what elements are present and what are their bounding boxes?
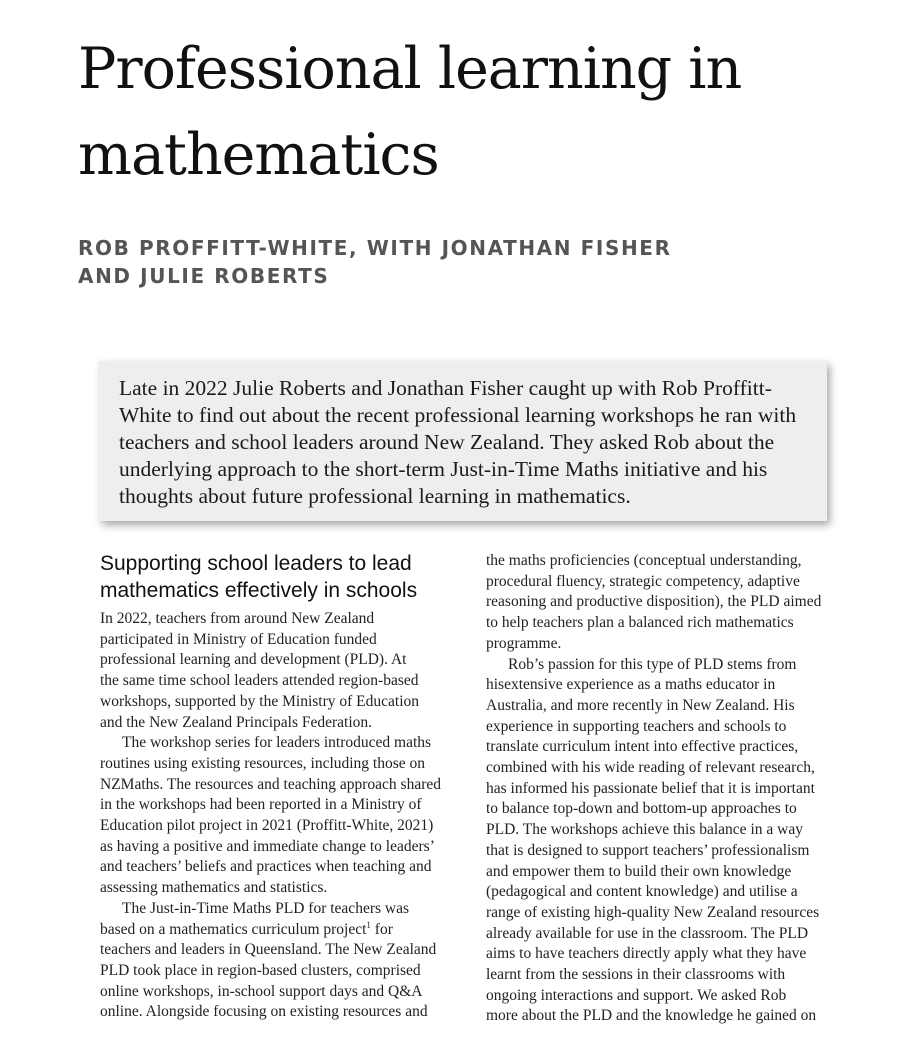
paragraph bbox=[100, 609, 460, 733]
text-line: the same time school leaders attended region-based bbox=[100, 672, 419, 690]
text-line: aims to have teachers directly apply what they have bbox=[486, 945, 807, 963]
text-line: online workshops, in-school support days and Q&A bbox=[100, 982, 423, 1000]
text-line: to help teachers plan a balanced rich mathematics bbox=[486, 614, 794, 632]
text-line: Rob’s passion for this type of PLD stems from bbox=[508, 655, 797, 673]
article-title bbox=[78, 26, 878, 198]
text-line: workshops, supported by the Ministry of Education bbox=[100, 692, 420, 710]
text-line bbox=[100, 920, 460, 941]
paragraph bbox=[100, 899, 460, 1023]
abstract-box bbox=[99, 361, 827, 521]
text-line: teachers and leaders in Queensland. The New Zealand bbox=[100, 941, 437, 959]
text-line: the maths proficiencies (conceptual understanding, bbox=[486, 552, 802, 569]
text-line: programme. bbox=[486, 634, 562, 652]
text-line: translate curriculum intent into effective practices, bbox=[486, 738, 799, 756]
left-column bbox=[100, 550, 460, 1023]
text-line: and empower them to build their own knowledge bbox=[486, 862, 792, 880]
text-line: PLD took place in region-based clusters, comprised bbox=[100, 961, 421, 979]
text-line: more about the PLD and the knowledge he gained on bbox=[486, 1007, 817, 1025]
text-line: Education pilot project in 2021 (Proffitt-White, 2021) bbox=[100, 817, 434, 835]
text-line: and the New Zealand Principals Federation. bbox=[100, 713, 373, 731]
title-line: mathematics bbox=[78, 122, 439, 188]
text-line: ongoing interactions and support. We asked Rob bbox=[486, 986, 787, 1004]
section-heading bbox=[100, 550, 460, 604]
text-line: that is designed to support teachers’ professionalism bbox=[486, 841, 810, 859]
text-line: and teachers’ beliefs and practices when teaching and bbox=[100, 858, 432, 876]
text-line: procedural fluency, strategic competency, adaptive bbox=[486, 572, 800, 590]
paragraph bbox=[486, 655, 846, 1028]
text-line: hisextensive experience as a maths educator in bbox=[486, 676, 776, 694]
text-line: already available for use in the classroom. The PLD bbox=[486, 924, 809, 942]
text-line: routines using existing resources, including those on bbox=[100, 754, 426, 772]
paragraph bbox=[486, 551, 846, 655]
text-line: participated in Ministry of Education funded bbox=[100, 630, 377, 648]
text-line: The Just-in-Time Maths PLD for teachers was bbox=[122, 899, 409, 917]
text-fragment: for bbox=[370, 920, 393, 938]
text-line: as having a positive and immediate change to leaders’ bbox=[100, 837, 435, 855]
footnote-marker[interactable]: 1 bbox=[366, 919, 371, 930]
text-line: The workshop series for leaders introduced maths bbox=[122, 734, 432, 752]
text-line: range of existing high-quality New Zealand resources bbox=[486, 903, 820, 921]
text-line: to balance top-down and bottom-up approaches to bbox=[486, 800, 797, 818]
text-line: (pedagogical and content knowledge) and utilise a bbox=[486, 883, 798, 901]
text-line: PLD. The workshops achieve this balance in a way bbox=[486, 821, 803, 839]
abstract-line: underlying approach to the short-term Just-in-Time Maths initiative and his bbox=[119, 457, 768, 481]
author-line: ROB PROFFITT-WHITE, WITH JONATHAN FISHER bbox=[78, 236, 672, 260]
author-byline bbox=[78, 234, 858, 290]
text-line: Australia, and more recently in New Zealand. His bbox=[486, 696, 795, 714]
paragraph bbox=[100, 733, 460, 899]
abstract-line: teachers and school leaders around New Zealand. They asked Rob about the bbox=[119, 430, 775, 454]
author-line: AND JULIE ROBERTS bbox=[78, 264, 330, 288]
heading-line: Supporting school leaders to lead bbox=[100, 552, 412, 575]
text-line: has informed his passionate belief that it is important bbox=[486, 779, 815, 797]
right-column bbox=[486, 551, 846, 1027]
abstract-line: thoughts about future professional learning in mathematics. bbox=[119, 484, 631, 508]
abstract-line: Late in 2022 Julie Roberts and Jonathan Fisher caught up with Rob Proffitt- bbox=[119, 376, 772, 400]
text-line: experience in supporting teachers and schools to bbox=[486, 717, 787, 735]
text-fragment: based on a mathematics curriculum project bbox=[100, 920, 367, 938]
text-line: learnt from the sessions in their classrooms with bbox=[486, 966, 786, 984]
text-line: in the workshops had been reported in a Ministry of bbox=[100, 796, 422, 814]
heading-line: mathematics effectively in schools bbox=[100, 579, 418, 602]
abstract-line: White to find out about the recent professional learning workshops he ran with bbox=[119, 403, 797, 427]
text-line: professional learning and development (PLD). At bbox=[100, 651, 407, 669]
text-line: combined with his wide reading of relevant research, bbox=[486, 759, 815, 777]
title-line: Professional learning in bbox=[78, 36, 742, 102]
text-line: assessing mathematics and statistics. bbox=[100, 879, 328, 897]
text-line: In 2022, teachers from around New Zealand bbox=[100, 610, 375, 627]
text-line: reasoning and productive disposition), the PLD aimed bbox=[486, 593, 822, 611]
text-line: NZMaths. The resources and teaching approach shared bbox=[100, 775, 442, 793]
text-line: online. Alongside focusing on existing resources and bbox=[100, 1003, 428, 1021]
